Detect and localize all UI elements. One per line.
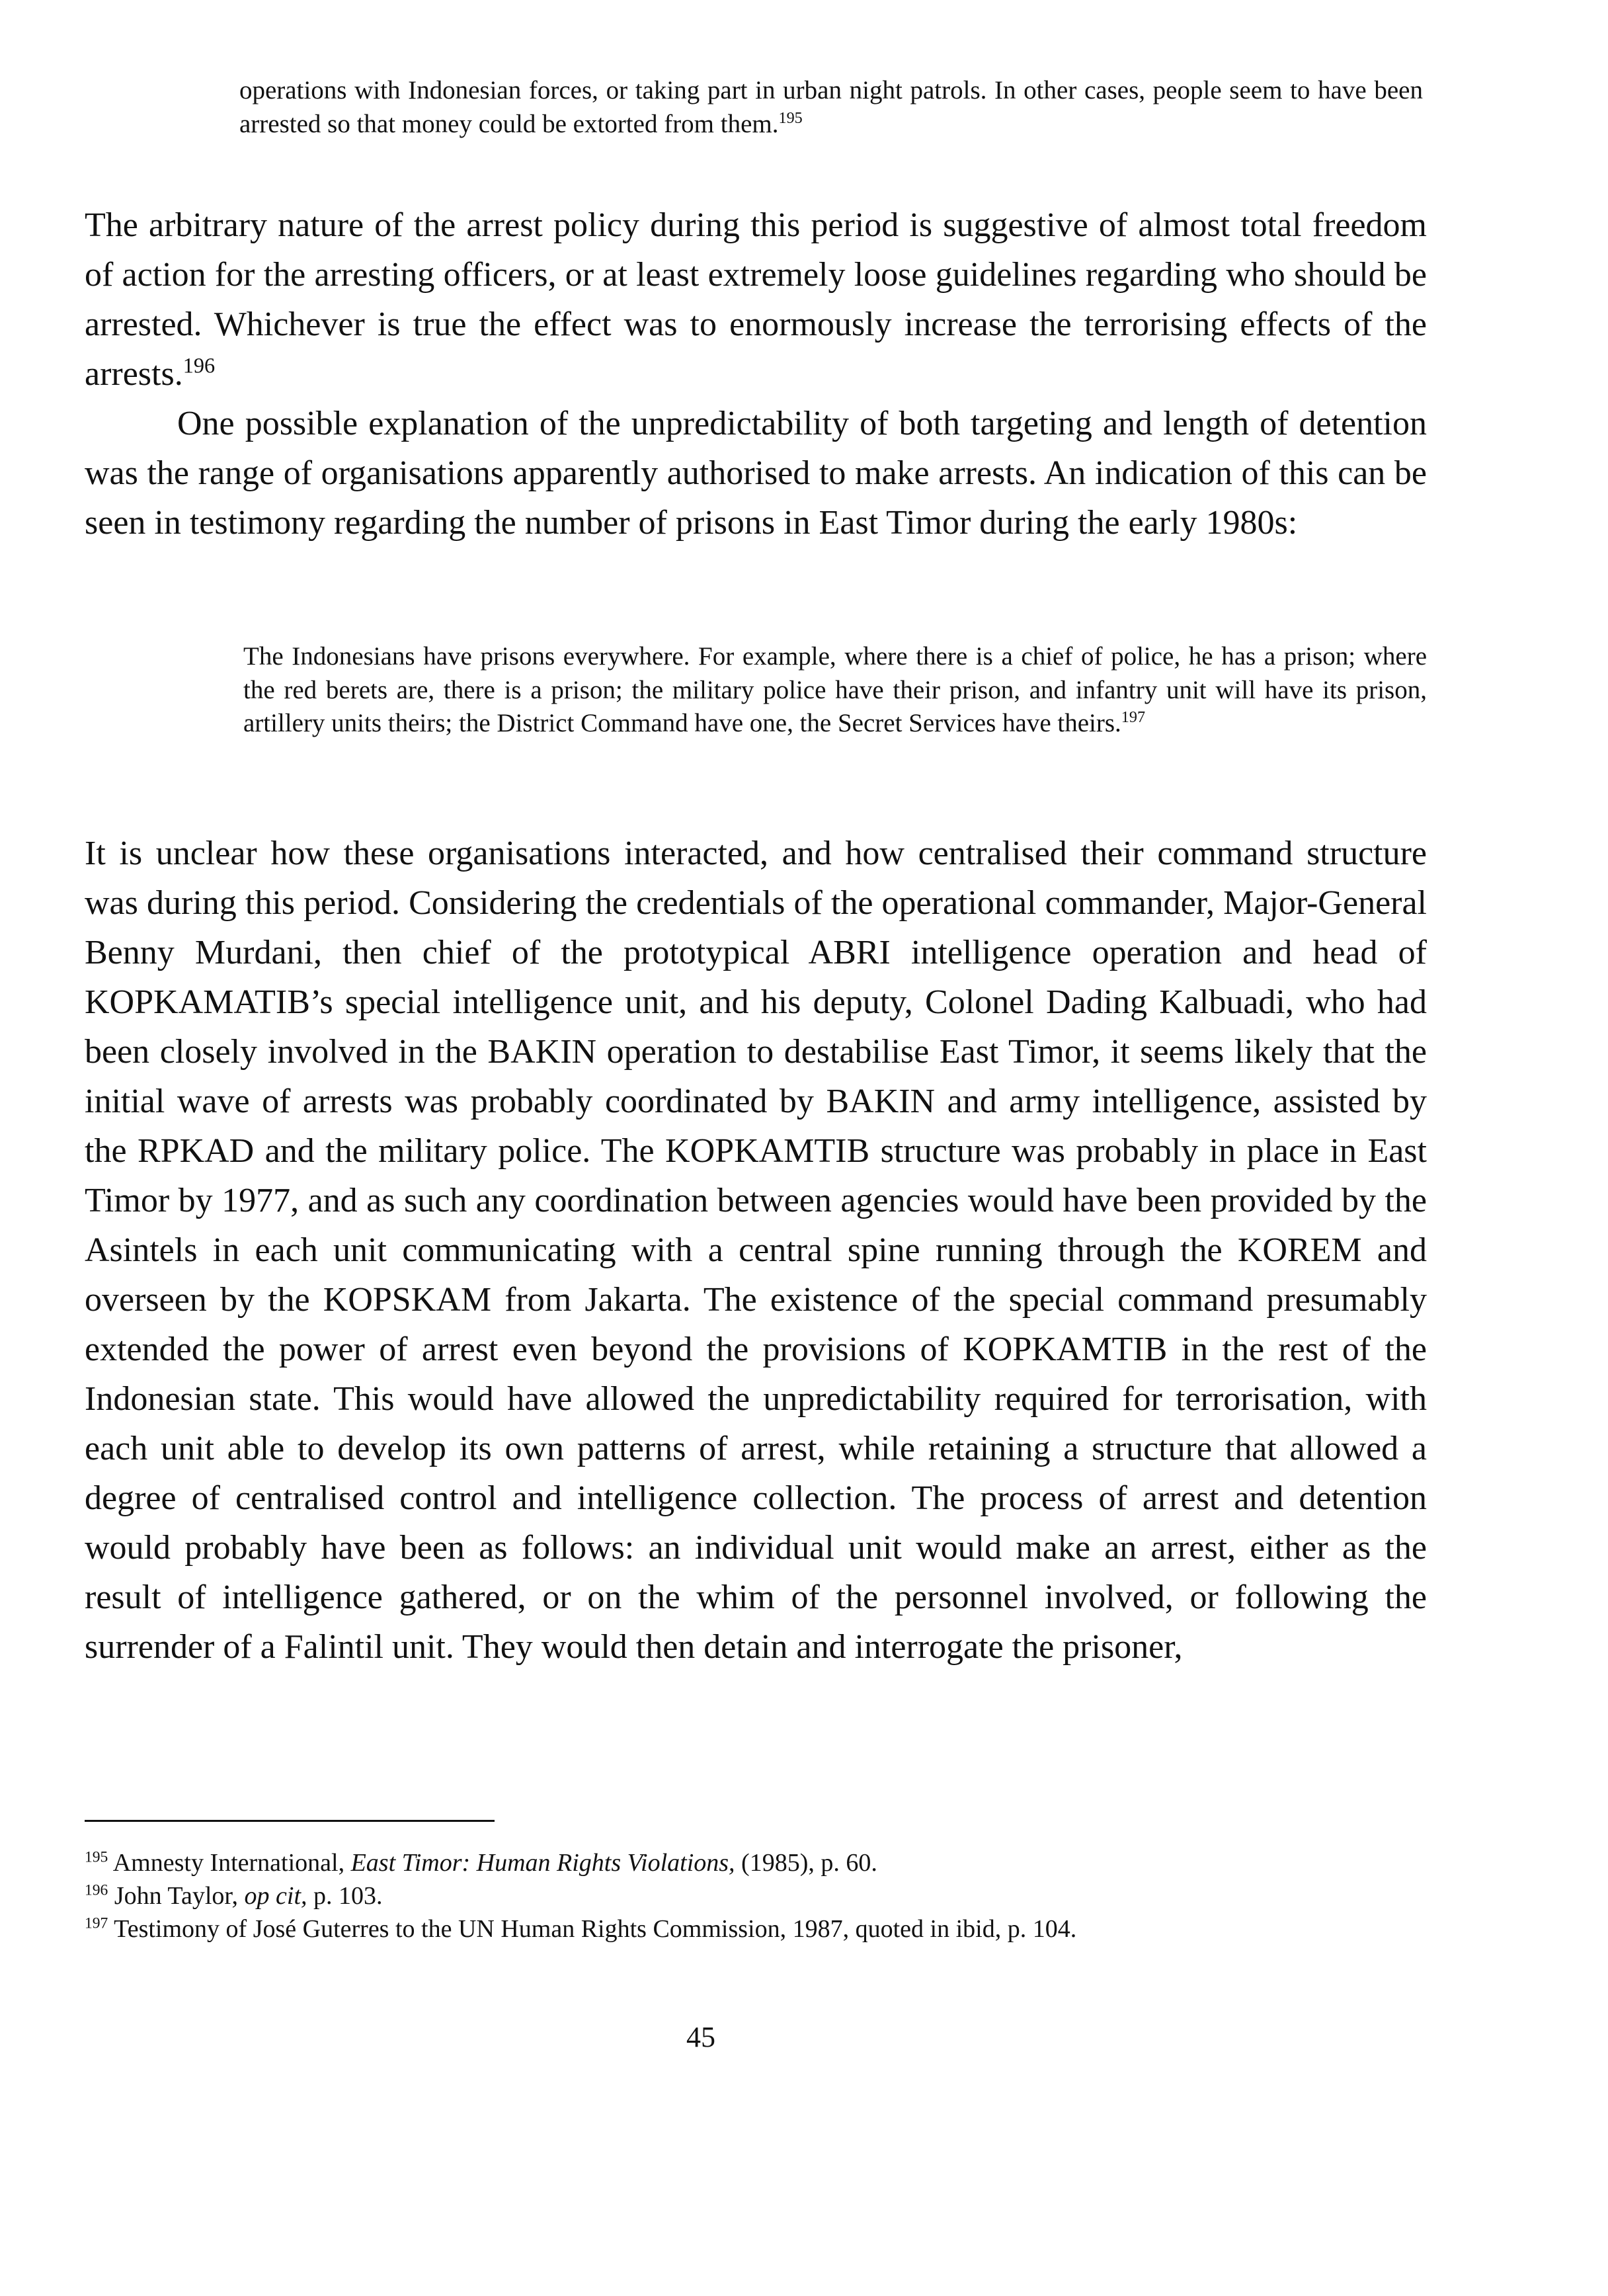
footnote-number: 196 [85,1881,108,1899]
body-paragraph [85,200,1427,399]
footnote-reference: 196 [182,353,216,378]
footnote-195 [85,1846,1374,1879]
footnote-text: Testimony of José Guterres to the UN Human Rights Commission, 1987, quoted in ibid, p. 104. [114,1915,1077,1943]
footnote-reference: 195 [778,108,803,127]
footnote-text: John Taylor, [114,1882,245,1910]
footnote-title: op cit, [244,1882,307,1910]
footnote-separator [85,1820,495,1822]
quote-text: The Indonesians have prisons everywhere. For example, where there is a chief of police, he has a prison; where the red berets are, there is a prison; the military police have their prison, and infantry unit will have its prison, artillery units theirs; the District Command have one, the Secret Services have theirs. [243,642,1427,738]
footnote-text: (1985), p. 60. [735,1849,877,1877]
footnote-title: East Timor: Human Rights Violations, [350,1849,735,1877]
footnote-196 [85,1879,1374,1912]
paragraph-text: It is unclear how these organisations interacted, and how centralised their command structure was during this period. Considering the credentials of the operational commander, Major-General Benny Murdani, then chief of the prototypical ABRI intelligence operation and head of KOPKAMATIB’s special intelligence unit, and his deputy, Colonel Dading Kalbuadi, who had been closely involved in the BAKIN operation to destabilise East Timor, it seems likely that the initial wave of arrests was probably coordinated by BAKIN and army intelligence, assisted by the RPKAD and the military police. The KOPKAMTIB structure was probably in place in East Timor by 1977, and as such any coordination between agencies would have been provided by the Asintels in each unit communicating with a central spine running through the KOREM and overseen by the KOPSKAM from Jakarta. The existence of the special command presumably extended the power of arrest even beyond the provisions of KOPKAMTIB in the rest of the Indonesian state. This would have allowed the unpredictability required for terrorisation, with each unit able to develop its own patterns of arrest, while retaining a structure that allowed a degree of centralised control and intelligence collection. The process of arrest and detention would probably have been as follows: an individual unit would make an arrest, either as the result of intelligence gathered, or on the whim of the personnel involved, or following the surrender of a Falintil unit. They would then detain and interrogate the prisoner, [85,835,1427,1666]
footnote-number: 195 [85,1848,108,1866]
block-quote-testimony [243,640,1427,741]
footnote-reference: 197 [1121,708,1146,727]
block-quote-continued [239,74,1423,141]
footnote-number: 197 [85,1914,108,1932]
body-paragraph [85,829,1427,1672]
footnotes [85,1846,1374,1946]
footnote-text: p. 103. [307,1882,383,1910]
body-paragraph [85,399,1427,548]
quote-text: operations with Indonesian forces, or taking part in urban night patrols. In other cases, people seem to have been arrested so that money could be extorted from them. [239,76,1423,138]
footnote-text: Amnesty International, [112,1849,351,1877]
page-number: 45 [686,2021,715,2053]
paragraph-text: The arbitrary nature of the arrest policy during this period is suggestive of almost total freedom of action for the arresting officers, or at least extremely loose guidelines regarding who should be arrested. Whichever is true the effect was to enormously increase the terrorising effects of the arrests. [85,206,1427,393]
paragraph-text: One possible explanation of the unpredictability of both targeting and length of detention was the range of organisations apparently authorised to make arrests. An indication of this can be seen in testimony regarding the number of prisons in East Timor during the early 1980s: [85,405,1427,542]
footnote-197 [85,1912,1374,1946]
